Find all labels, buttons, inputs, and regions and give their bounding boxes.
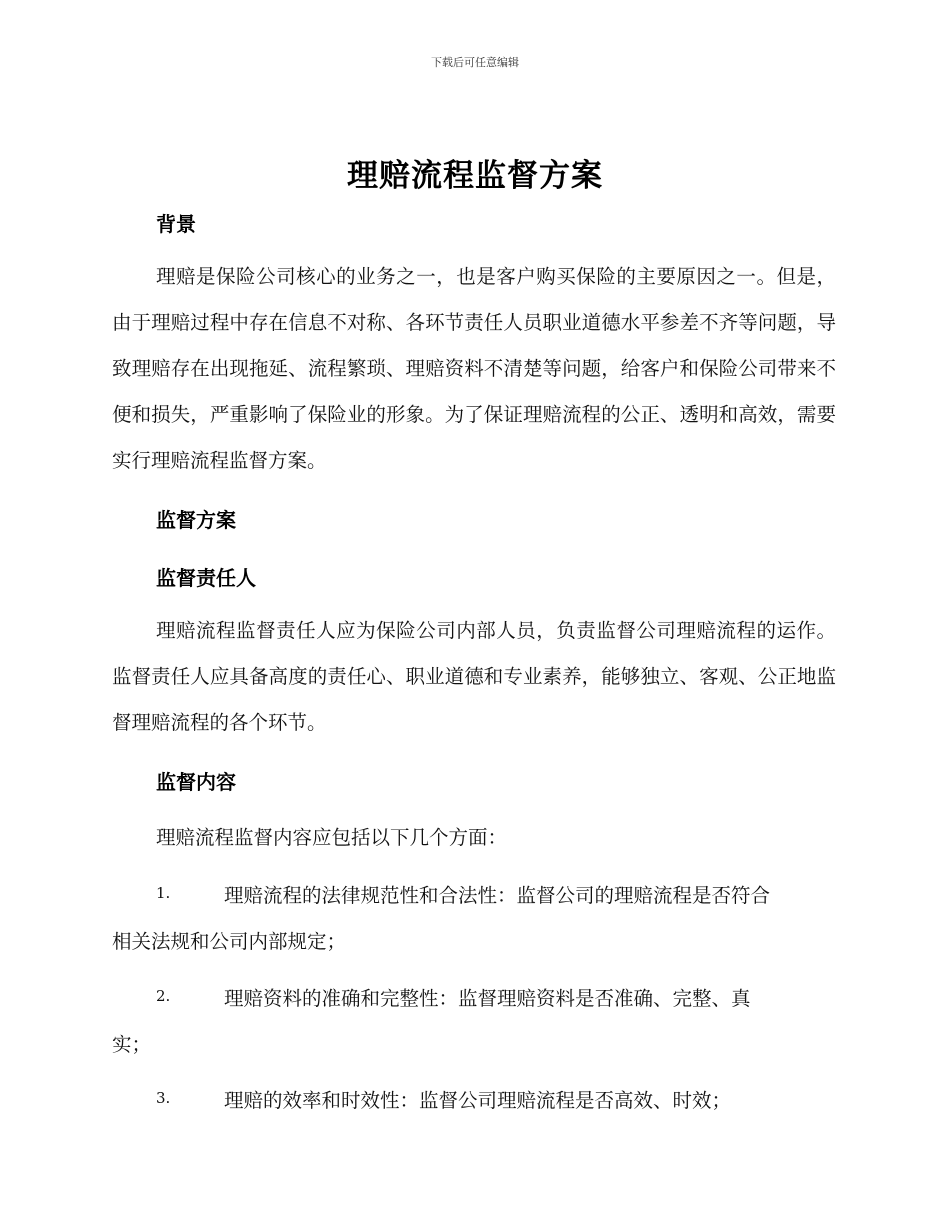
heading-responsible: 监督责任人 [156,566,256,590]
list-item-text: 理赔资料的准确和完整性：监督理赔资料是否准确、完整、真 [224,987,751,1010]
heading-content: 监督内容 [156,770,236,794]
list-item-text-continued: 相关法规和公司内部规定； [112,930,347,953]
header-note: 下载后可任意编辑 [431,56,519,69]
heading-background: 背景 [156,212,196,236]
list-item-number: 1. [156,884,171,902]
list-item-number: 3. [156,1089,171,1107]
heading-plan: 监督方案 [156,508,236,532]
list-item-text: 理赔的效率和时效性：监督公司理赔流程是否高效、时效； [224,1089,732,1112]
list-item-text-continued: 实； [112,1033,152,1056]
content-intro: 理赔流程监督内容应包括以下几个方面： [156,826,508,849]
list-item-text: 理赔流程的法律规范性和合法性：监督公司的理赔流程是否符合 [224,884,771,907]
document-title: 理赔流程监督方案 [347,158,603,194]
list-item-number: 2. [156,987,171,1005]
background-paragraph: 理赔是保险公司核心的业务之一，也是客户购买保险的主要原因之一。但是，由于理赔过程中存在信息不对称、各环节责任人员职业道德水平参差不齐等问题，导致理赔存在出现拖延、流程繁琐、理赔资料不清楚等问题，给客户和保险公司带来不便和损失，严重影响了保险业的形象。为了保证理赔流程的公正、透明和高效，需要实行理赔流程监督方案。 [112,265,836,472]
responsible-paragraph: 理赔流程监督责任人应为保险公司内部人员，负责监督公司理赔流程的运作。监督责任人应具备高度的责任心、职业道德和专业素养，能够独立、客观、公正地监督理赔流程的各个环节。 [112,619,836,734]
